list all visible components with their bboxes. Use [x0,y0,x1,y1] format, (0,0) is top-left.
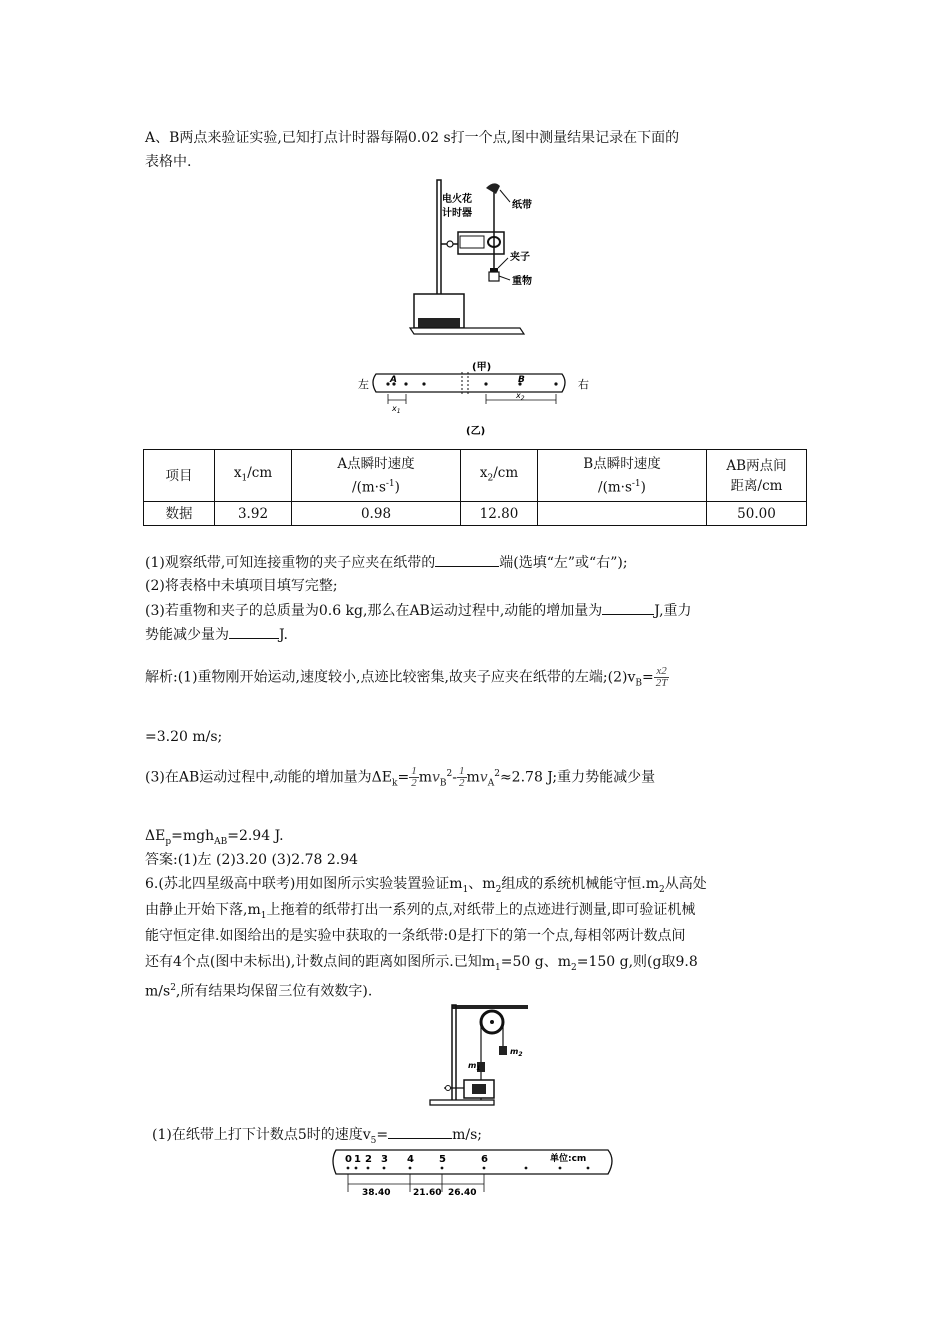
analysis-line-4: $\Delta E_p=mgh_{AB}=2.94$ J. [145,828,284,847]
label-timer-1: 电火花 [442,194,472,205]
figure-tape-2 [330,1148,620,1200]
tape-num-3: 3 [381,1154,388,1165]
figure-tape-1 [356,372,596,436]
label-weight: 重物 [512,276,532,287]
td-ab: 50.00 [707,502,807,526]
label-tape: 纸带 [512,200,532,211]
tape-num-6: 6 [481,1154,488,1165]
tape-unit: 单位:cm [550,1154,587,1164]
question-2: (2)将表格中未填项目填写完整; [145,578,338,594]
analysis-line-2: =3.20 m/s; [145,729,223,745]
tape-num-5: 5 [439,1154,446,1165]
td-x1: 3.92 [215,502,292,526]
label-m1: $m_1$ [468,1061,481,1072]
td-va: 0.98 [292,502,461,526]
th-va: A点瞬时速度 $/(m\cdot s^{-1})$ [292,450,461,502]
tape-num-1: 1 [354,1154,361,1165]
tape-num-2: 2 [365,1154,372,1165]
answer-line: 答案:(1)左 (2)3.20 (3)2.78 2.94 [145,852,359,868]
question-1: (1)观察纸带,可知连接重物的夹子应夹在纸带的 端(选填“左”或“右”); [145,552,628,573]
problem6-line-4: 还有4个点(图中未标出),计数点间的距离如图所示.已知$m_1=50$ g、$m_2=150$ g,则(g取9.8 [145,954,698,973]
label-timer-2: 计时器 [442,208,472,219]
analysis-line-1: 解析:(1)重物刚开始运动,速度较小,点迹比较密集,故夹子应夹在纸带的左端$;(2)v_B=$ $\frac{x2}{2T}$ [145,665,668,689]
problem6-line-5: $m/s^2$,所有结果均保留三位有效数字). [145,983,373,1000]
label-m2: $m_2$ [510,1047,523,1058]
figure-apparatus [400,172,560,372]
th-ab: AB两点间 距离/cm [707,450,807,502]
point-b-label: B [518,375,525,385]
problem6-question-1: (1)在纸带上打下计数点5时的速度$v_5= m/s$; [152,1124,482,1151]
td-vb [538,502,707,526]
measurement-table [143,449,807,526]
tape-dist-1: 38.40 [362,1188,391,1198]
tape-dist-3: 26.40 [448,1188,477,1198]
tape-right-label: 右 [578,378,589,391]
problem6-line-2: 由静止开始下落$,m_1$上拖着的纸带打出一系列的点,对纸带上的点迹进行测量,即可验证机械 [145,902,696,921]
figure-pulley-apparatus [426,1000,536,1110]
th-item: 项目 [144,450,215,502]
label-clip: 夹子 [510,252,530,263]
question-3-cont: 势能减少量为 J. [145,624,288,645]
problem6-line-1: 6.(苏北四星级高中联考)用如图所示实验装置验证$m_1$、$m_2$组成的系统机械能守恒$.m_2$从高处 [145,876,707,895]
th-vb: B点瞬时速度 $/(m\cdot s^{-1})$ [538,450,707,502]
td-x2: 12.80 [461,502,538,526]
question-3: (3)若重物和夹子的总质量为0.6 kg,那么在AB运动过程中,动能的增加量为 J,重力 [145,600,692,621]
tape-left-label: 左 [358,378,369,391]
td-label: 数据 [144,502,215,526]
tape-num-4: 4 [407,1154,414,1165]
th-x2: $x_2/cm$ [461,450,538,502]
intro-line-1: A、B两点来验证实验,已知打点计时器每隔0.02 s打一个点,图中测量结果记录在下面的 [145,130,680,146]
x2-label: $x_2$ [516,391,525,402]
caption-yi: (乙) [466,426,486,436]
tape-num-0: 0 [345,1154,352,1165]
analysis-line-3: (3)在AB运动过程中,动能的增加量为$\Delta E_k=$ $\frac{1}{2}$ $mv_B^2-$ $\frac{1}{2}$ $mv_A^2\approx 2.78$ J;重力势能减少量 [145,765,656,790]
th-x1: $x_1/cm$ [215,450,292,502]
problem6-line-3: 能守恒定律.如图给出的是实验中获取的一条纸带:0是打下的第一个点,每相邻两计数点间 [145,928,686,944]
point-a-label: A [390,375,397,385]
x1-label: $x_1$ [392,404,401,415]
fraction-x2-2t: $\frac{x2}{2T}$ [655,665,668,689]
intro-line-2: 表格中. [145,154,192,170]
tape-dist-2: 21.60 [413,1188,442,1198]
caption-jia: (甲) [472,362,492,372]
